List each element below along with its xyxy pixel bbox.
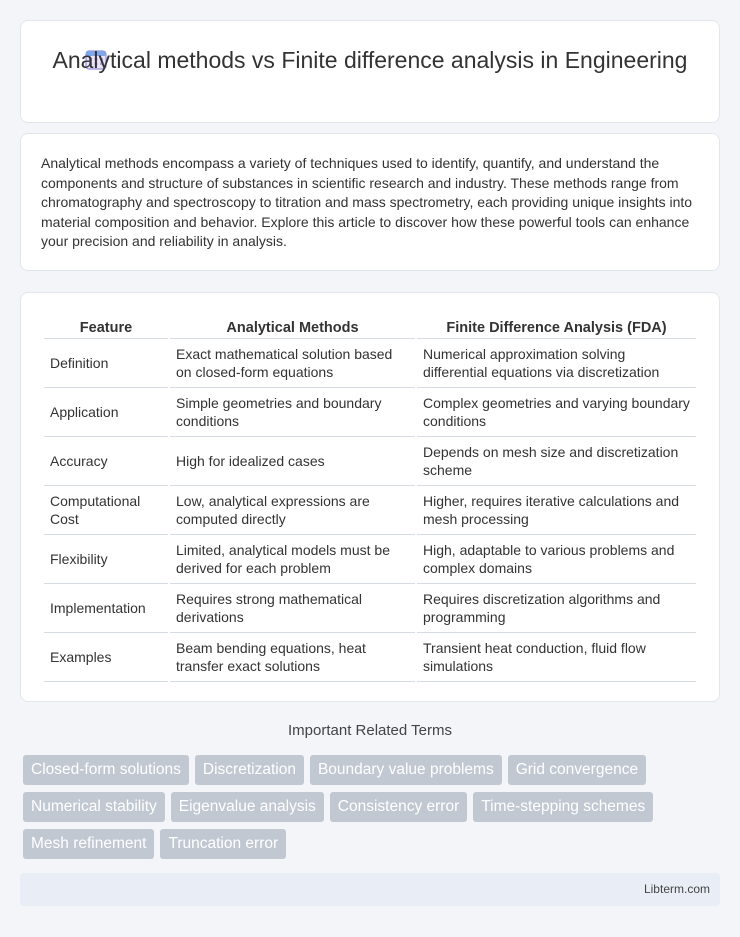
cell-analytical: Low, analytical expressions are computed directly [170, 486, 415, 535]
cell-feature: Computational Cost [44, 486, 168, 535]
term-tag[interactable]: Boundary value problems [310, 755, 502, 785]
cell-feature: Accuracy [44, 437, 168, 486]
cell-analytical: Exact mathematical solution based on closed-form equations [170, 339, 415, 388]
cell-analytical: Requires strong mathematical derivations [170, 584, 415, 633]
table-row [44, 388, 696, 437]
table-row [44, 339, 696, 388]
cell-feature: Application [44, 388, 168, 437]
related-terms-list [23, 755, 703, 859]
table-row [44, 437, 696, 486]
cell-analytical: Limited, analytical models must be derived for each problem [170, 535, 415, 584]
table-row [44, 486, 696, 535]
cell-fda: Depends on mesh size and discretization scheme [417, 437, 696, 486]
cell-analytical: Simple geometries and boundary conditions [170, 388, 415, 437]
comparison-card [20, 292, 720, 702]
cell-fda: High, adaptable to various problems and complex domains [417, 535, 696, 584]
term-tag[interactable]: Grid convergence [508, 755, 646, 785]
footer-site-link[interactable]: Libterm.com [643, 882, 710, 896]
cell-fda: Complex geometries and varying boundary conditions [417, 388, 696, 437]
page-title: Analytical methods vs Finite difference analysis in Engineering [52, 47, 688, 73]
cell-fda: Numerical approximation solving differential equations via discretization [417, 339, 696, 388]
term-tag[interactable]: Closed-form solutions [23, 755, 189, 785]
intro-card [20, 133, 720, 271]
cell-feature: Examples [44, 633, 168, 682]
term-tag[interactable]: Eigenvalue analysis [171, 792, 324, 822]
comparison-table [42, 315, 698, 682]
cell-analytical: High for idealized cases [170, 437, 415, 486]
term-tag[interactable]: Numerical stability [23, 792, 165, 822]
term-tag[interactable]: Time-stepping schemes [473, 792, 653, 822]
term-tag[interactable]: Consistency error [330, 792, 467, 822]
term-tag[interactable]: Discretization [195, 755, 304, 785]
cell-feature: Definition [44, 339, 168, 388]
header-fda: Finite Difference Analysis (FDA) [417, 315, 696, 339]
table-row [44, 584, 696, 633]
intro-paragraph: Analytical methods encompass a variety of techniques used to identify, quantify, and understand the components and structure of substances in scientific research and industry. These methods range from chromatography and spectroscopy to titration and mass spectrometry, each providing unique insights into material composition and behavior. Explore this article to discover how these powerful tools can enhance your precision and reliability in analysis. [41, 155, 693, 249]
term-tag[interactable]: Mesh refinement [23, 829, 154, 859]
cell-fda: Transient heat conduction, fluid flow simulations [417, 633, 696, 682]
table-header-row [44, 315, 696, 339]
cell-feature: Implementation [44, 584, 168, 633]
title-card [20, 20, 720, 123]
table-row [44, 535, 696, 584]
cell-fda: Requires discretization algorithms and programming [417, 584, 696, 633]
cell-fda: Higher, requires iterative calculations and mesh processing [417, 486, 696, 535]
header-feature: Feature [44, 315, 168, 339]
cell-feature: Flexibility [44, 535, 168, 584]
header-analytical: Analytical Methods [170, 315, 415, 339]
related-terms-title: Important Related Terms [288, 722, 452, 739]
footer [20, 873, 720, 906]
table-row [44, 633, 696, 682]
term-tag[interactable]: Truncation error [160, 829, 286, 859]
cell-analytical: Beam bending equations, heat transfer exact solutions [170, 633, 415, 682]
